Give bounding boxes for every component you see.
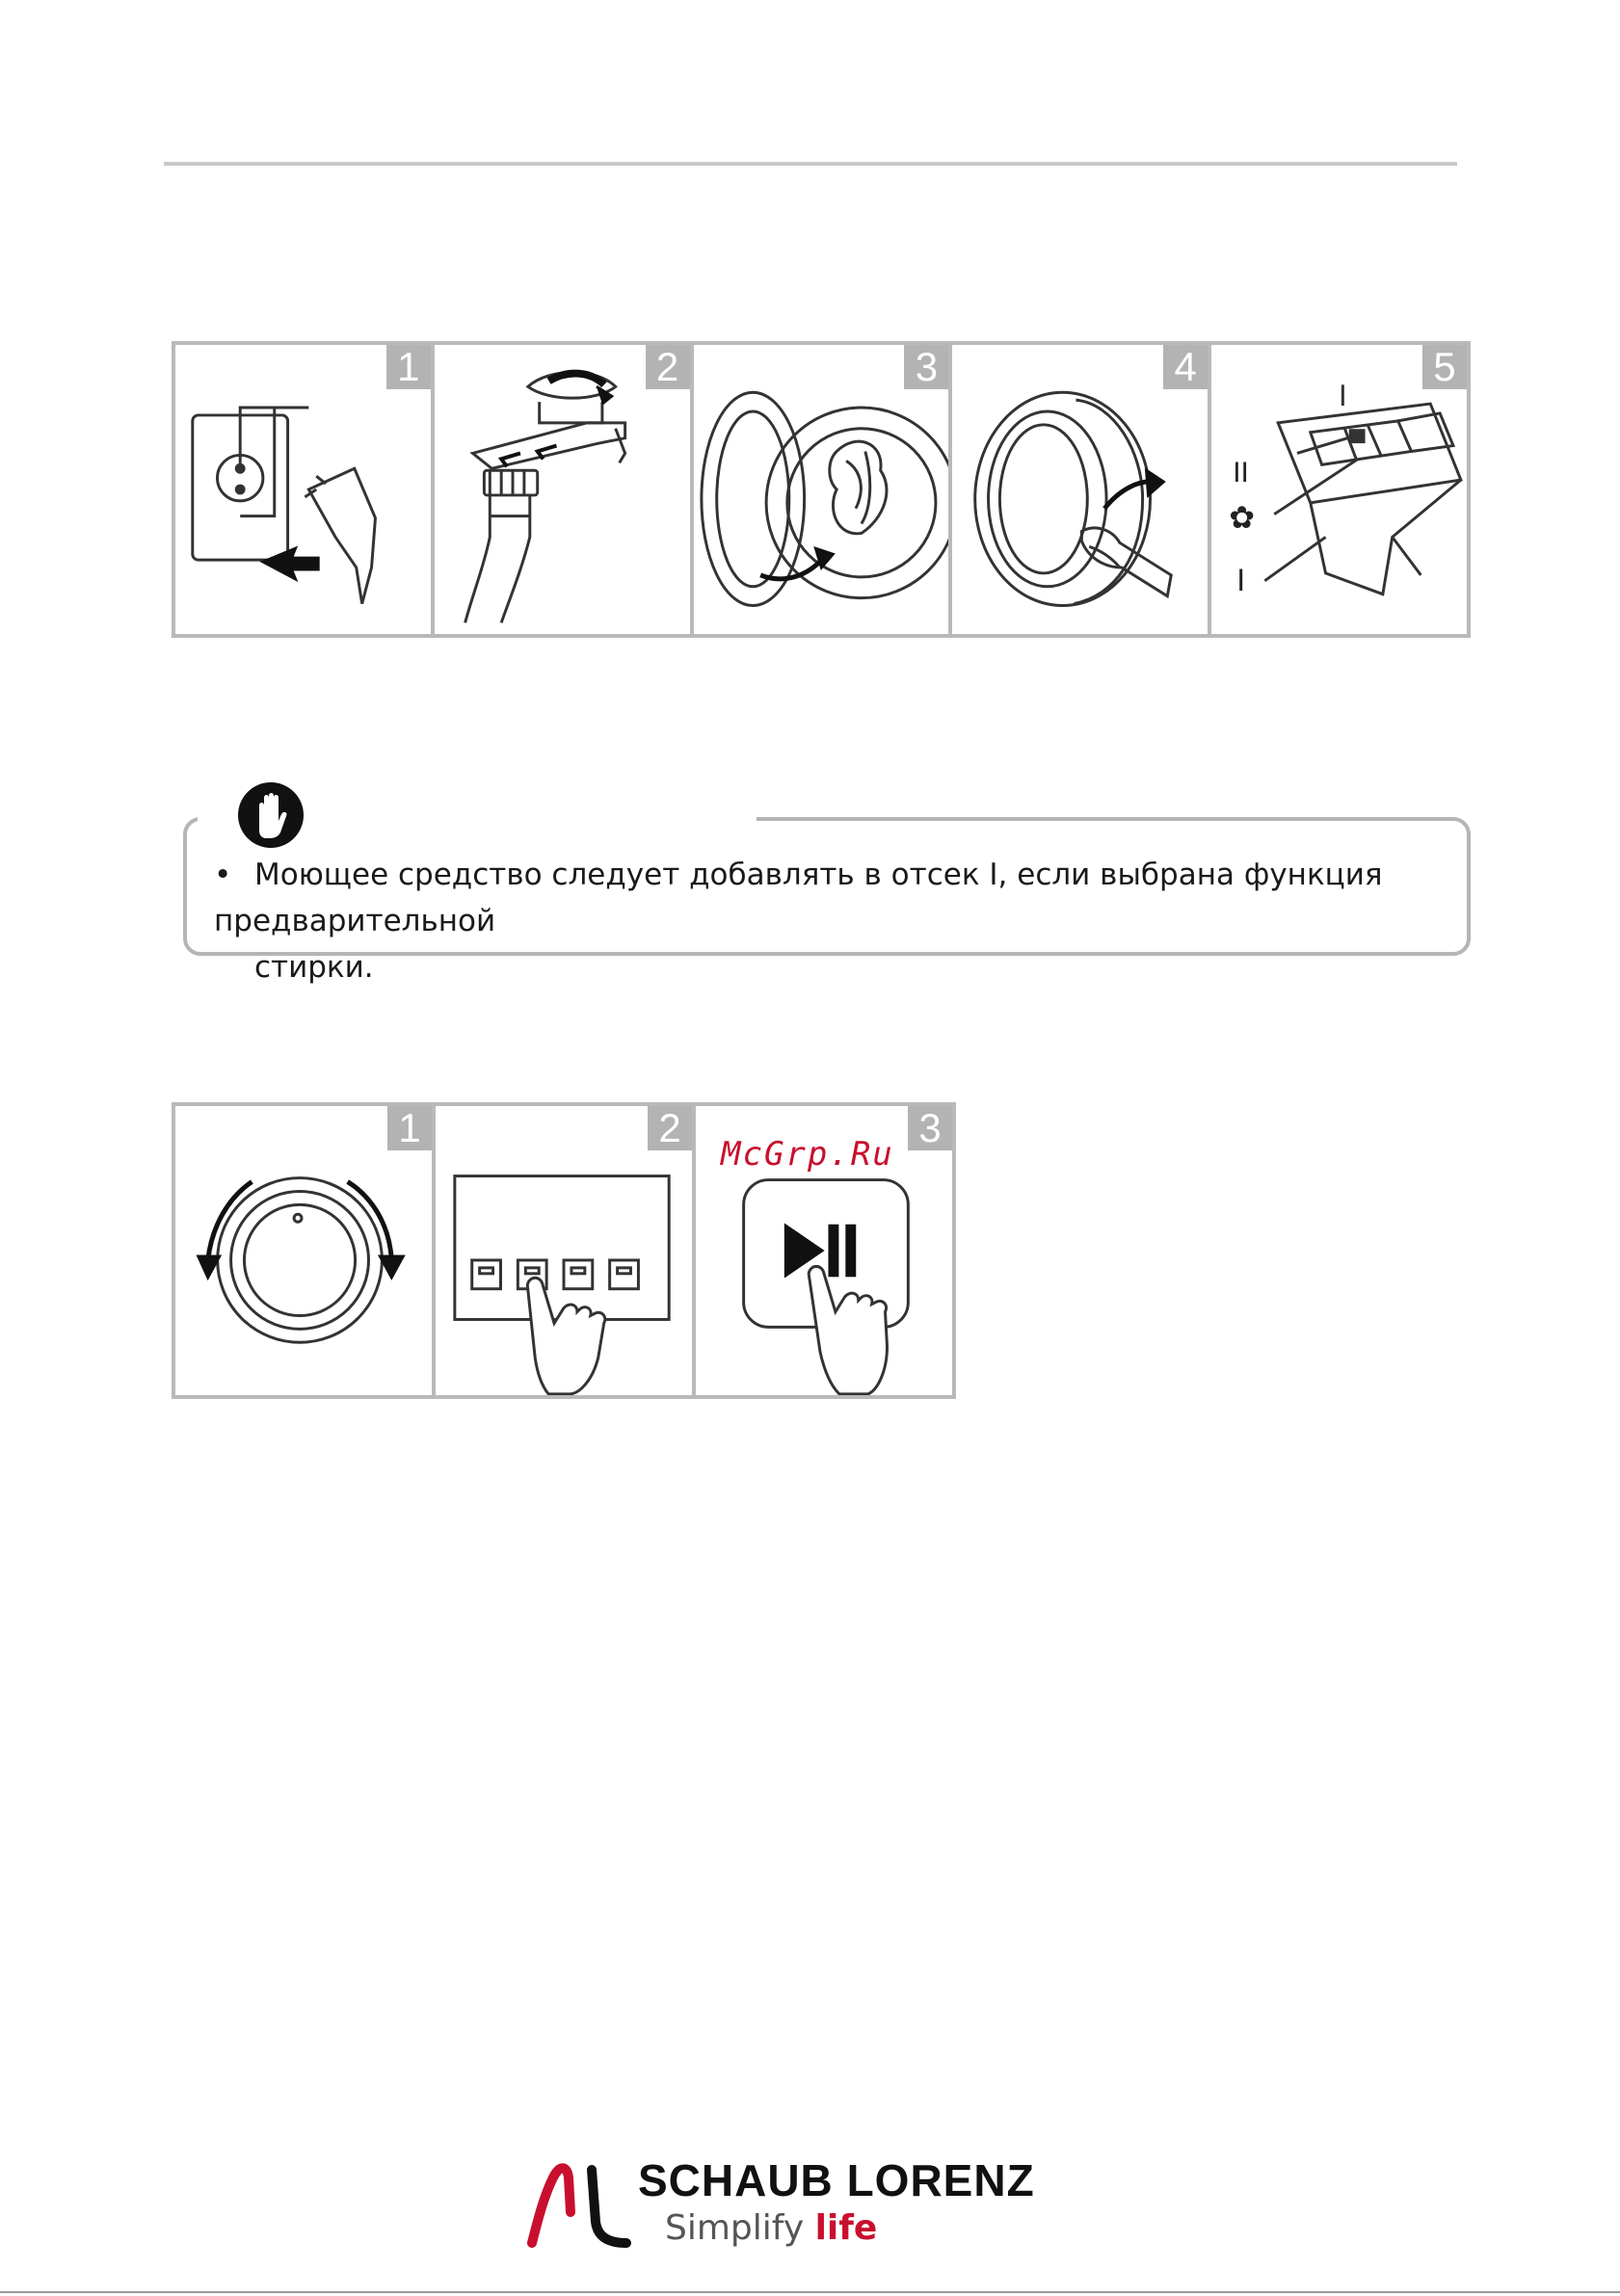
bottom-rule (0, 2291, 1620, 2293)
step-number: 2 (646, 345, 690, 389)
tagline-second: life (814, 2208, 878, 2248)
step-panel-load (694, 345, 953, 634)
drawer-label-prewash: I (1236, 563, 1246, 597)
step-panel-plug (175, 345, 435, 634)
brand-name-second: LORENZ (846, 2155, 1035, 2205)
step-number: 3 (908, 1106, 952, 1150)
brand-name (638, 2154, 1035, 2206)
step-number: 1 (387, 1106, 432, 1150)
drawer-label-main: II (1233, 457, 1249, 488)
note-line-2: стирки. (254, 950, 374, 985)
step-number: 4 (1163, 345, 1208, 389)
sl-swoosh-icon (520, 2154, 636, 2251)
note-text (214, 852, 1457, 990)
brand-name-first: SCHAUB (638, 2155, 834, 2205)
bullet-point: • (214, 858, 232, 892)
step-number: 5 (1422, 345, 1467, 389)
brand-logo (520, 2154, 1060, 2251)
note-line-1: Моющее средство следует добавлять в отсек I, если выбрана функция предварительной (214, 858, 1383, 938)
tagline-first: Simplify (665, 2208, 805, 2248)
step-number: 1 (386, 345, 431, 389)
step-panel-knob (175, 1106, 436, 1395)
step-panel-options (436, 1106, 696, 1395)
brand-tagline (665, 2208, 877, 2248)
loading-steps-strip (172, 341, 1471, 638)
top-rule (164, 162, 1457, 166)
step-panel-drawer (1211, 345, 1467, 634)
step-panel-tap (435, 345, 694, 634)
drawer-label-softener: ✿ (1229, 499, 1255, 536)
step-number: 3 (904, 345, 948, 389)
step-number: 2 (648, 1106, 692, 1150)
step-panel-door (952, 345, 1211, 634)
stop-hand-icon (238, 782, 304, 848)
watermark: McGrp.Ru (721, 1135, 894, 1174)
